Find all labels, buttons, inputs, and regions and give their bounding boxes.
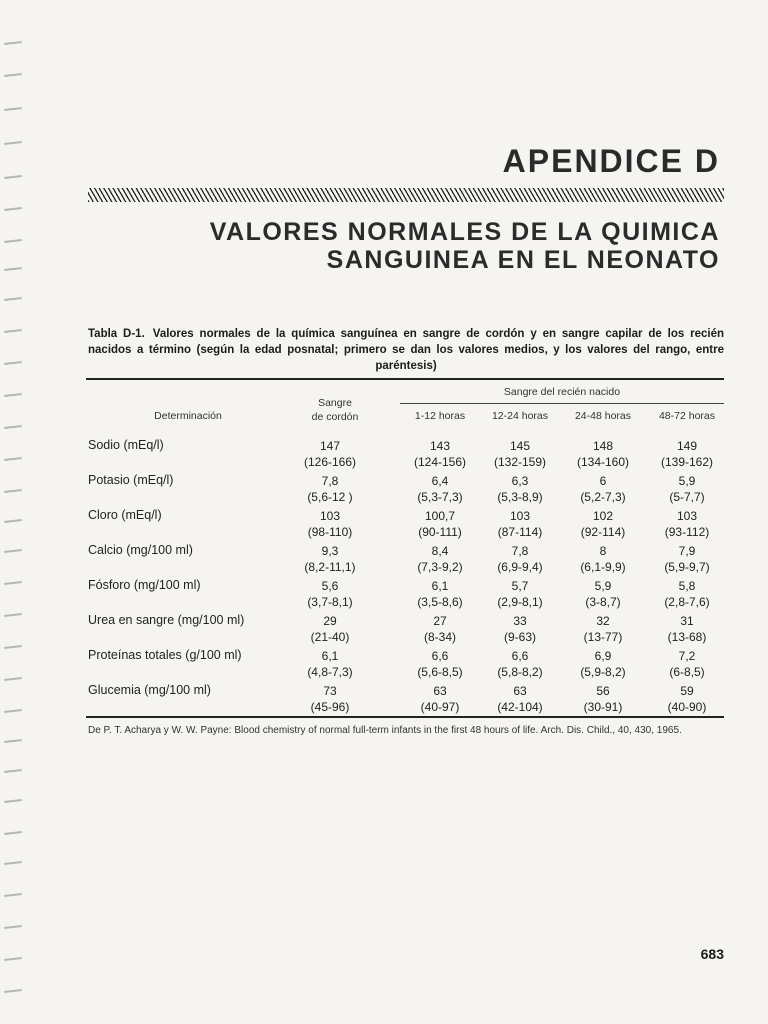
cell-range: (126-166) (303, 455, 357, 469)
column-header-cord-line2: de cordón (311, 411, 359, 423)
cell-mean: 59 (680, 684, 694, 698)
cell-mean: 5,9 (594, 579, 612, 593)
cell-mean: 9,3 (321, 544, 339, 558)
table-row (88, 578, 728, 614)
cell-range: (21-40) (310, 630, 350, 644)
column-header-1-12: 1-12 horas (414, 410, 466, 422)
table-cell (400, 648, 480, 680)
cell-range: (5,3-8,9) (497, 490, 543, 504)
cell-mean: 6,9 (594, 649, 612, 663)
cell-range: (92-114) (580, 525, 626, 539)
row-label: Proteínas totales (g/100 ml) (88, 648, 242, 662)
table-cell (290, 508, 370, 540)
cell-range: (13-68) (667, 630, 707, 644)
cell-mean: 7,8 (511, 544, 529, 558)
table-cell (644, 613, 730, 645)
cell-mean: 5,8 (678, 579, 696, 593)
cell-mean: 100,7 (424, 509, 456, 523)
cell-range: (6,9-9,4) (497, 560, 543, 574)
cell-range: (3,5-8,6) (417, 595, 463, 609)
cell-range: (3,7-8,1) (307, 595, 353, 609)
cell-range: (8-34) (423, 630, 456, 644)
table-cell (562, 648, 644, 680)
cell-range: (42-104) (497, 700, 543, 714)
cell-range: (5,6-12 ) (307, 490, 353, 504)
table-cell (290, 438, 370, 470)
row-label: Sodio (mEq/l) (88, 438, 164, 452)
row-label: Fósforo (mg/100 ml) (88, 578, 201, 592)
main-title-line1: VALORES NORMALES DE LA QUIMICA (209, 218, 720, 246)
table-row (88, 613, 728, 649)
table-row (88, 438, 728, 474)
cell-range: (9-63) (503, 630, 536, 644)
cell-mean: 73 (323, 684, 337, 698)
column-header-cord-line1: Sangre (318, 397, 352, 409)
table-row (88, 473, 728, 509)
cell-range: (124-156) (413, 455, 467, 469)
cell-range: (40-90) (667, 700, 707, 714)
cell-mean: 63 (433, 684, 447, 698)
row-label: Urea en sangre (mg/100 ml) (88, 613, 245, 627)
cell-mean: 56 (596, 684, 610, 698)
table-cell (644, 683, 730, 715)
cell-mean: 6,6 (511, 649, 529, 663)
cell-mean: 6,1 (321, 649, 339, 663)
cell-range: (13-77) (583, 630, 623, 644)
table-cell (480, 438, 560, 470)
column-header-12-24: 12-24 horas (491, 410, 549, 422)
cell-range: (5-7,7) (669, 490, 705, 504)
table-cell (400, 683, 480, 715)
table-cell (562, 438, 644, 470)
row-label: Glucemia (mg/100 ml) (88, 683, 211, 697)
cell-range: (5,2-7,3) (580, 490, 626, 504)
group-header-rule (400, 403, 724, 404)
cell-mean: 63 (513, 684, 527, 698)
cell-mean: 5,9 (678, 474, 696, 488)
main-title-line2: SANGUINEA EN EL NEONATO (326, 246, 720, 274)
cell-mean: 147 (319, 439, 341, 453)
table-caption-text: Valores normales de la química sanguínea en sangre de cordón y en sangre capilar de los recién nacidos a término (según la edad posnatal; primero se dan los valores medios, y los valores del rango, entre paréntesis) (88, 328, 725, 372)
table-cell (290, 543, 370, 575)
binding-holes (0, 0, 30, 1024)
table-cell (562, 473, 644, 505)
table-row (88, 648, 728, 684)
table-cell (400, 438, 480, 470)
group-header: Sangre del recién nacido (503, 386, 621, 398)
table-cell (644, 508, 730, 540)
table-top-rule (86, 378, 724, 380)
table-cell (290, 473, 370, 505)
table-cell (480, 508, 560, 540)
cell-mean: 7,9 (678, 544, 696, 558)
column-header-cord (290, 396, 380, 424)
cell-range: (3-8,7) (585, 595, 621, 609)
table-bottom-rule (86, 716, 724, 718)
cell-mean: 8 (599, 544, 607, 558)
cell-range: (139-162) (660, 455, 714, 469)
cell-mean: 32 (596, 614, 610, 628)
cell-mean: 6,4 (431, 474, 449, 488)
cell-mean: 7,8 (321, 474, 339, 488)
cell-mean: 103 (509, 509, 531, 523)
table-cell (644, 648, 730, 680)
cell-range: (7,3-9,2) (417, 560, 463, 574)
cell-mean: 145 (509, 439, 531, 453)
cell-range: (6,1-9,9) (580, 560, 626, 574)
cell-range: (5,3-7,3) (417, 490, 463, 504)
cell-range: (87-114) (497, 525, 543, 539)
cell-range: (30-91) (583, 700, 623, 714)
table-cell (644, 578, 730, 610)
table-cell (290, 683, 370, 715)
appendix-title: APENDICE D (502, 143, 720, 179)
cell-mean: 27 (433, 614, 447, 628)
table-row (88, 543, 728, 579)
hatched-divider (88, 188, 724, 202)
cell-range: (98-110) (307, 525, 353, 539)
table-cell (480, 473, 560, 505)
cell-mean: 103 (319, 509, 341, 523)
table-caption (88, 326, 724, 374)
cell-range: (90-111) (418, 525, 462, 539)
table-row (88, 683, 728, 719)
table-cell (480, 543, 560, 575)
table-cell (562, 543, 644, 575)
page-number: 683 (700, 946, 724, 962)
cell-mean: 6,6 (431, 649, 449, 663)
cell-range: (6-8,5) (669, 665, 705, 679)
table-cell (400, 578, 480, 610)
column-header-determination: Determinación (154, 410, 222, 422)
row-label: Potasio (mEq/l) (88, 473, 174, 487)
cell-mean: 31 (680, 614, 694, 628)
main-title (210, 218, 720, 274)
cell-range: (5,9-8,2) (580, 665, 626, 679)
cell-mean: 149 (676, 439, 698, 453)
cell-range: (132-159) (493, 455, 547, 469)
table-cell (644, 473, 730, 505)
cell-mean: 103 (676, 509, 698, 523)
cell-mean: 148 (592, 439, 614, 453)
table-cell (290, 613, 370, 645)
cell-range: (93-112) (664, 525, 710, 539)
cell-mean: 6,1 (431, 579, 449, 593)
cell-mean: 8,4 (431, 544, 449, 558)
column-header-24-48: 24-48 horas (574, 410, 632, 422)
cell-mean: 143 (429, 439, 451, 453)
table-cell (290, 648, 370, 680)
source-note: De P. T. Acharya y W. W. Payne: Blood chemistry of normal full-term infants in the first 48 hours of life. Arch. Dis. Child., 40, 430, 1965. (88, 725, 682, 736)
table-cell (480, 648, 560, 680)
table-cell (290, 578, 370, 610)
column-header-48-72: 48-72 horas (658, 410, 716, 422)
cell-mean: 29 (323, 614, 337, 628)
table-label: Tabla D-1. (88, 328, 145, 340)
table-cell (480, 613, 560, 645)
cell-range: (2,9-8,1) (497, 595, 543, 609)
cell-mean: 6,3 (511, 474, 529, 488)
table-cell (562, 613, 644, 645)
table-cell (480, 578, 560, 610)
cell-range: (5,9-9,7) (664, 560, 710, 574)
table-cell (644, 543, 730, 575)
cell-range: (8,2-11,1) (304, 560, 356, 574)
cell-range: (134-160) (576, 455, 630, 469)
table-cell (562, 683, 644, 715)
table-cell (562, 508, 644, 540)
cell-range: (40-97) (420, 700, 460, 714)
cell-mean: 7,2 (678, 649, 696, 663)
cell-mean: 5,7 (511, 579, 529, 593)
table-cell (400, 613, 480, 645)
table-row (88, 508, 728, 544)
cell-mean: 5,6 (321, 579, 339, 593)
row-label: Calcio (mg/100 ml) (88, 543, 193, 557)
cell-range: (5,8-8,2) (497, 665, 543, 679)
cell-mean: 102 (592, 509, 614, 523)
cell-range: (45-96) (310, 700, 350, 714)
cell-range: (2,8-7,6) (664, 595, 710, 609)
cell-range: (4,8-7,3) (307, 665, 353, 679)
row-label: Cloro (mEq/l) (88, 508, 162, 522)
cell-mean: 33 (513, 614, 527, 628)
cell-mean: 6 (599, 474, 607, 488)
table-cell (400, 473, 480, 505)
table-cell (400, 543, 480, 575)
table-cell (400, 508, 480, 540)
table-cell (562, 578, 644, 610)
cell-range: (5,6-8,5) (417, 665, 463, 679)
table-cell (480, 683, 560, 715)
table-cell (644, 438, 730, 470)
